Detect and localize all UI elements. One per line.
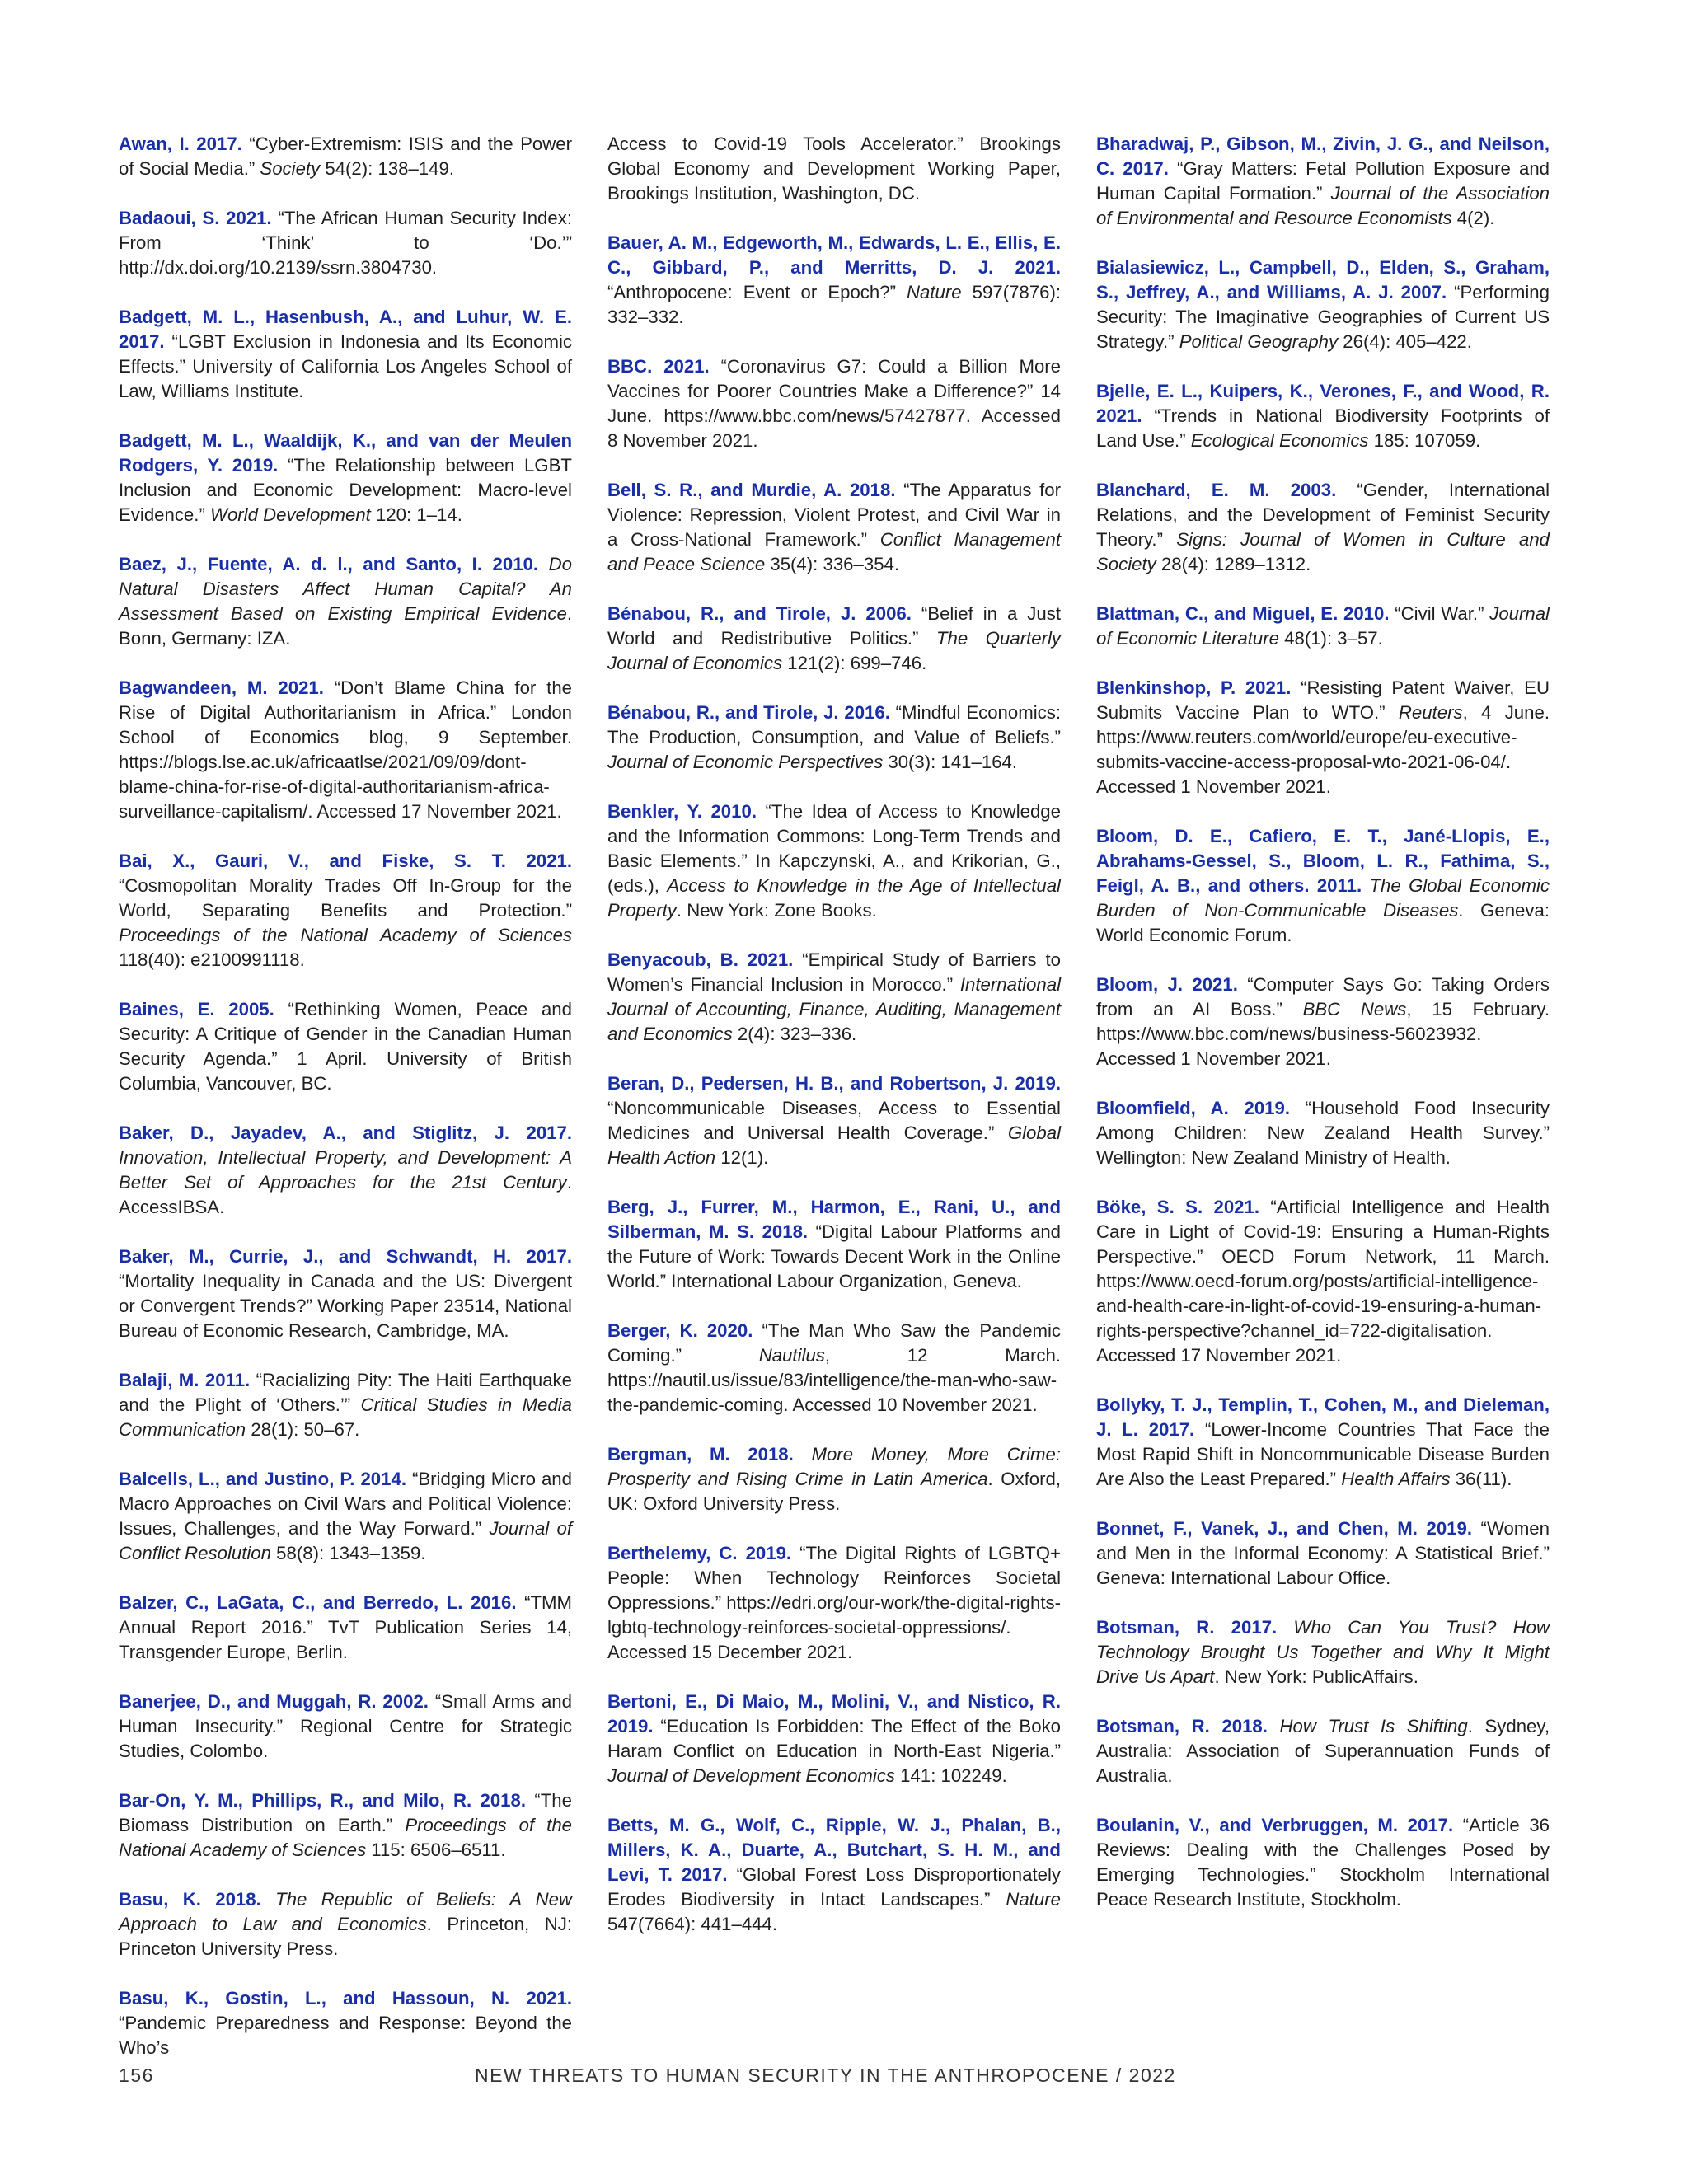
reference-entry [1096,478,1550,577]
reference-work-title: Conflict Management and Peace Science [607,529,1061,574]
reference-entry [1096,1516,1550,1591]
reference-author: Badgett, M. L., Hasenbush, A., and Luhur, W. E. 2017. [119,307,572,352]
reference-author: Bonnet, F., Vanek, J., and Chen, M. 2019. [1096,1518,1473,1539]
reference-entry [119,676,572,824]
reference-text [794,1444,812,1465]
reference-entry [119,849,572,972]
reference-entry [607,948,1061,1047]
reference-text-end: . Oxford, UK: Oxford University Press. [607,1469,1061,1514]
reference-text-end: 141: 102249. [895,1765,1007,1786]
reference-author: Bjelle, E. L., Kuipers, K., Verones, F., and Wood, R. 2021. [1096,381,1550,426]
reference-text-end: 118(40): e2100991118. [119,949,305,970]
reference-text: “Mindful Economics: The Production, Consumption, and Value of Beliefs.” [607,702,1061,748]
reference-work-title: Nautilus [758,1345,825,1366]
reference-text-end: . AccessIBSA. [119,1172,572,1217]
reference-text-end: 48(1): 3–57. [1278,628,1383,649]
reference-author: Badgett, M. L., Waaldijk, K., and van der Meulen Rodgers, Y. 2019. [119,430,572,476]
reference-text-end: 121(2): 699–746. [782,653,927,673]
reference-work-title: The Republic of Beliefs: A New Approach to Law and Economics [119,1889,572,1934]
reference-entry [1096,1714,1550,1788]
reference-author: Blanchard, E. M. 2003. [1096,480,1337,500]
reference-work-title: How Trust Is Shifting [1279,1716,1468,1736]
reference-work-title: The Quarterly Journal of Economics [607,628,1062,673]
reference-work-title: BBC News [1302,999,1407,1019]
reference-entry [607,1541,1061,1665]
reference-text-end: 35(4): 336–354. [765,554,900,574]
reference-entry [119,1986,572,2060]
reference-text: “Mortality Inequality in Canada and the US: Divergent or Convergent Trends?” Working Paper 23514, National Bureau of Economic Research, Cambridge, MA. [119,1271,572,1341]
reference-author: Blenkinshop, P. 2021. [1096,677,1292,698]
reference-author: Berger, K. 2020. [607,1320,753,1341]
reference-entry [119,1121,572,1220]
reference-entry [119,1887,572,1961]
reference-entry [1096,676,1550,799]
reference-author: Botsman, R. 2017. [1096,1617,1278,1638]
reference-work-title: Who Can You Trust? How Technology Brought Us Together and Why It Might Drive Us Apart [1096,1617,1550,1687]
reference-column-2 [607,132,1061,1961]
reference-entry [119,1244,572,1343]
reference-entry [607,1442,1061,1516]
reference-text-end: 28(1): 50–67. [246,1419,360,1440]
reference-entry [607,1071,1061,1170]
reference-text-end: . Princeton, NJ: Princeton University Press. [119,1914,572,1959]
reference-entry [1096,972,1550,1071]
reference-entry [607,799,1061,923]
reference-work-title: Nature [907,282,962,302]
reference-text-end: . Bonn, Germany: IZA. [119,603,572,649]
reference-entry [119,429,572,527]
reference-column-3 [1096,132,1550,1937]
reference-text-end: . Sydney, Australia: Association of Superannuation Funds of Australia. [1096,1716,1550,1786]
reference-text [1277,1617,1293,1638]
reference-author: Banerjee, D., and Muggah, R. 2002. [119,1691,429,1712]
reference-text: “Noncommunicable Diseases, Access to Essential Medicines and Universal Health Coverage.” [607,1098,1061,1143]
reference-text-end: , 12 March. https://nautil.us/issue/83/intelligence/the-man-who-saw-the-pandemic-coming. Accessed 10 November 2021. [607,1345,1062,1415]
reference-author: Balcells, L., and Justino, P. 2014. [119,1469,406,1489]
reference-work-title: Journal of Economic Literature [1096,603,1550,649]
reference-text: “The Relationship between LGBT Inclusion and Economic Development: Macro-level Evidence.” [119,455,572,525]
publication-title: NEW THREATS TO HUMAN SECURITY IN THE ANTHROPOCENE / 2022 [475,2064,1176,2086]
reference-author: Awan, I. 2017. [119,134,242,154]
reference-column-1 [119,132,572,2085]
reference-work-title: Signs: Journal of Women in Culture and Society [1096,529,1550,574]
reference-work-title: Journal of Conflict Resolution [119,1518,572,1563]
reference-author: Berthelemy, C. 2019. [607,1543,792,1563]
reference-author: Botsman, R. 2018. [1096,1716,1268,1736]
reference-text: “The African Human Security Index: From ‘Think’ to ‘Do.’” http://dx.doi.org/10.2139/ssrn.3804730. [119,208,572,278]
reference-text: “Artificial Intelligence and Health Care in Light of Covid-19: Ensuring a Human-Rights Perspective.” OECD Forum Network, 11 March. https://www.oecd-forum.org/posts/artificial-intelligence-and-health-care-in-light-of-covid-19-ensuring-a-human-rights-perspective?channel_id=722-digitalisation. Accessed 17 November 2021. [1096,1197,1550,1366]
reference-author: Bergman, M. 2018. [607,1444,794,1465]
reference-author: Bénabou, R., and Tirole, J. 2006. [607,603,912,624]
reference-text-end: 547(7664): 441–444. [607,1914,778,1934]
reference-text-end: 185: 107059. [1368,430,1481,451]
reference-text-end: , 4 June. https://www.reuters.com/world/europe/eu-executive-submits-vaccine-access-proposal-wto-2021-06-04/. Accessed 1 November 2021. [1096,702,1550,797]
reference-entry [607,1813,1061,1937]
reference-text: Access to Covid-19 Tools Accelerator.” Brookings Global Economy and Development Working Paper, Brookings Institution, Washington, DC. [607,134,1061,204]
reference-text [1362,875,1369,896]
reference-author: Benkler, Y. 2010. [607,801,757,822]
reference-text-end: 30(3): 141–164. [883,752,1018,772]
reference-work-title: Innovation, Intellectual Property, and Development: A Better Set of Approaches for the 21st Century [119,1147,572,1193]
reference-text-end: 115: 6506–6511. [366,1840,506,1860]
reference-text: “Lower-Income Countries That Face the Most Rapid Shift in Noncommunicable Disease Burden Are Also the Least Prepared.” [1096,1419,1550,1489]
reference-text: “Gray Matters: Fetal Pollution Exposure and Human Capital Formation.” [1096,158,1550,204]
reference-text: “Don’t Blame China for the Rise of Digital Authoritarianism in Africa.” London School of Economics blog, 9 September. https://blogs.lse.ac.uk/africaatlse/2021/09/09/dont-blame-china-for-rise-of-digital-authoritarianism-africa-surveillance-capitalism/. Accessed 17 November 2021. [119,677,573,822]
reference-work-title: International Journal of Accounting, Finance, Auditing, Management and Economics [607,974,1061,1044]
reference-entry [119,132,572,181]
reference-text [1268,1716,1280,1736]
reference-text-end: , 15 February. https://www.bbc.com/news/business-56023932. Accessed 1 November 2021. [1096,999,1550,1069]
reference-author: Badaoui, S. 2021. [119,208,272,228]
reference-text: “Belief in a Just World and Redistributive Politics.” [607,603,1061,649]
reference-entry [119,1591,572,1665]
reference-author: Bell, S. R., and Murdie, A. 2018. [607,480,896,500]
reference-text-end: 36(11). [1450,1469,1512,1489]
reference-entry [1096,132,1550,231]
reference-author: Bharadwaj, P., Gibson, M., Zivin, J. G., and Neilson, C. 2017. [1096,134,1550,179]
reference-author: Basu, K. 2018. [119,1889,261,1910]
reference-text: “Bridging Micro and Macro Approaches on Civil Wars and Political Violence: Issues, Challenges, and the Way Forward.” [119,1469,572,1539]
reference-entry [119,997,572,1096]
reference-entry [607,602,1061,676]
reference-entry [119,1467,572,1566]
reference-author: Bauer, A. M., Edgeworth, M., Edwards, L. E., Ellis, E. C., Gibbard, P., and Merritts, D. J. 2021. [607,232,1061,278]
reference-text: “Rethinking Women, Peace and Security: A Critique of Gender in the Canadian Human Security Agenda.” 1 April. University of British Columbia, Vancouver, BC. [119,999,572,1094]
reference-work-title: Health Affairs [1341,1469,1451,1489]
reference-work-title: Society [260,158,321,179]
reference-text: “Article 36 Reviews: Dealing with the Challenges Posed by Emerging Technologies.” Stockholm International Peace Research Institute, Stockholm. [1096,1815,1550,1910]
reference-text: “Resisting Patent Waiver, EU Submits Vaccine Plan to WTO.” [1096,677,1550,723]
reference-text-end: 26(4): 405–422. [1338,331,1472,352]
reference-entry [1096,1615,1550,1690]
reference-author: Baker, D., Jayadev, A., and Stiglitz, J. 2017. [119,1122,572,1143]
reference-work-title: Access to Knowledge in the Age of Intellectual Property [607,875,1061,921]
reference-entry [607,1195,1061,1294]
reference-work-title: Proceedings of the National Academy of Sciences [119,925,572,945]
reference-work-title: Critical Studies in Media Communication [119,1394,573,1440]
reference-entry [119,552,572,651]
reference-entry [1096,1195,1550,1368]
reference-author: Bagwandeen, M. 2021. [119,677,324,698]
reference-author: Boulanin, V., and Verbruggen, M. 2017. [1096,1815,1454,1835]
reference-text-end: 28(4): 1289–1312. [1156,554,1311,574]
reference-author: Bollyky, T. J., Templin, T., Cohen, M., and Dieleman, J. L. 2017. [1096,1394,1550,1440]
reference-text [538,554,549,574]
reference-text: “Trends in National Biodiversity Footprints of Land Use.” [1096,405,1550,451]
reference-text: “The Apparatus for Violence: Repression, Violent Protest, and Civil War in a Cross-National Framework.” [607,480,1061,550]
reference-author: BBC. 2021. [607,356,710,377]
reference-author: Bloom, D. E., Cafiero, E. T., Jané-Llopis, E., Abrahams-Gessel, S., Bloom, L. R., Fathima, S., Feigl, A. B., and others. 2011. [1096,826,1550,896]
reference-entry [1096,255,1550,354]
reference-text: “Civil War.” [1389,603,1490,624]
reference-work-title: Do Natural Disasters Affect Human Capital? An Assessment Based on Existing Empirical Evidence [119,554,572,624]
reference-text: “Global Forest Loss Disproportionately Erodes Biodiversity in Intact Landscapes.” [607,1864,1061,1910]
reference-entry [119,206,572,280]
reference-author: Bai, X., Gauri, V., and Fiske, S. T. 2021. [119,851,572,871]
reference-work-title: Nature [1006,1889,1061,1910]
reference-text-end: 120: 1–14. [370,504,462,525]
reference-entry [119,1788,572,1863]
reference-text: “The Man Who Saw the Pandemic Coming.” [607,1320,1061,1366]
reference-entry [119,305,572,404]
reference-text: “Gender, International Relations, and the Development of Feminist Security Theory.” [1096,480,1550,550]
reference-text: “Pandemic Preparedness and Response: Beyond the Who’s [119,2013,572,2058]
reference-entry [607,701,1061,775]
reference-text: “Computer Says Go: Taking Orders from an AI Boss.” [1096,974,1550,1019]
reference-text-end: . New York: Zone Books. [676,900,877,921]
reference-text-end: 4(2). [1451,208,1495,228]
reference-text-end: 54(2): 138–149. [320,158,455,179]
reference-text: “LGBT Exclusion in Indonesia and Its Economic Effects.” University of California Los Angeles School of Law, Williams Institute. [119,331,572,401]
reference-entry [607,354,1061,453]
reference-entry [1096,379,1550,453]
reference-text: “Digital Labour Platforms and the Future of Work: Towards Decent Work in the Online World.” International Labour Organization, Geneva. [607,1221,1061,1291]
reference-text: “Performing Security: The Imaginative Geographies of Current US Strategy.” [1096,282,1550,352]
reference-text: “The Digital Rights of LGBTQ+ People: When Technology Reinforces Societal Oppressions.” https://edri.org/our-work/the-digital-rights-lgbtq-technology-reinforces-societal-oppressions/. Accessed 15 December 2021. [607,1543,1061,1662]
reference-author: Bloom, J. 2021. [1096,974,1238,995]
reference-work-title: World Development [210,504,371,525]
reference-author: Bar-On, Y. M., Phillips, R., and Milo, R. 2018. [119,1790,527,1811]
reference-author: Balzer, C., LaGata, C., and Berredo, L. 2016. [119,1592,517,1613]
reference-work-title: Reuters [1398,702,1463,723]
reference-author: Basu, K., Gostin, L., and Hassoun, N. 2021. [119,1988,572,2008]
reference-author: Böke, S. S. 2021. [1096,1197,1260,1217]
reference-author: Beran, D., Pedersen, H. B., and Robertson, J. 2019. [607,1073,1061,1094]
reference-work-title: Global Health Action [607,1122,1061,1168]
reference-text: “Small Arms and Human Insecurity.” Regional Centre for Strategic Studies, Colombo. [119,1691,572,1761]
reference-text: “Cosmopolitan Morality Trades Off In-Group for the World, Separating Benefits and Protection.” [119,875,572,921]
reference-entry [607,231,1061,330]
page-number: 156 [119,2064,154,2086]
reference-author: Bialasiewicz, L., Campbell, D., Elden, S., Graham, S., Jeffrey, A., and Williams, A. J. 2007. [1096,257,1550,302]
reference-text-end: 2(4): 323–336. [732,1024,857,1044]
reference-entry [119,1368,572,1442]
reference-work-title: Journal of Development Economics [607,1765,896,1786]
reference-entry [607,1319,1061,1418]
reference-entry [1096,602,1550,651]
reference-author: Baez, J., Fuente, A. d. l., and Santo, I. 2010. [119,554,539,574]
reference-text: “Empirical Study of Barriers to Women’s Financial Inclusion in Morocco.” [607,949,1061,995]
reference-work-title: Political Geography [1179,331,1339,352]
reference-work-title: Proceedings of the National Academy of Sciences [119,1815,572,1860]
reference-author: Berg, J., Furrer, M., Harmon, E., Rani, U., and Silberman, M. S. 2018. [607,1197,1061,1242]
reference-entry [1096,1813,1550,1912]
reference-author: Betts, M. G., Wolf, C., Ripple, W. J., Phalan, B., Millers, K. A., Duarte, A., Butchart, S. H. M., and Levi, T. 2017. [607,1815,1061,1885]
reference-author: Bloomfield, A. 2019. [1096,1098,1291,1118]
reference-text: “Coronavirus G7: Could a Billion More Vaccines for Poorer Countries Make a Difference?” 14 June. https://www.bbc.com/news/57427877. Accessed 8 November 2021. [607,356,1062,451]
reference-text-end: 597(7876): 332–332. [607,282,1061,327]
reference-text: “Education Is Forbidden: The Effect of the Boko Haram Conflict on Education in North-East Nigeria.” [607,1716,1061,1761]
reference-author: Balaji, M. 2011. [119,1370,251,1390]
reference-author: Baker, M., Currie, J., and Schwandt, H. 2017. [119,1246,572,1267]
reference-text-end: 12(1). [715,1147,769,1168]
reference-text: “Racializing Pity: The Haiti Earthquake and the Plight of ‘Others.’” [119,1370,572,1415]
reference-author: Bénabou, R., and Tirole, J. 2016. [607,702,890,723]
reference-entry [1096,824,1550,948]
reference-work-title: Journal of the Association of Environmental and Resource Economists [1096,183,1550,228]
reference-work-title: Ecological Economics [1190,430,1369,451]
reference-work-title: The Global Economic Burden of Non-Communicable Diseases [1096,875,1550,921]
reference-entry [119,1690,572,1764]
reference-text: “The Idea of Access to Knowledge and the Information Commons: Long-Term Trends and Basic Elements.” In Kapczynski, A., and Krikorian, G., (eds.), [607,801,1061,896]
reference-entry [607,478,1061,577]
reference-text: “Household Food Insecurity Among Children: New Zealand Health Survey.” Wellington: New Zealand Ministry of Health. [1096,1098,1550,1168]
reference-text: “Anthropocene: Event or Epoch?” [607,282,907,302]
reference-work-title: More Money, More Crime: Prosperity and Rising Crime in Latin America [607,1444,1061,1489]
reference-text: “Women and Men in the Informal Economy: A Statistical Brief.” Geneva: International Labour Office. [1096,1518,1550,1588]
reference-text: “The Biomass Distribution on Earth.” [119,1790,572,1835]
reference-entry [1096,1096,1550,1170]
reference-author: Bertoni, E., Di Maio, M., Molini, V., and Nistico, R. 2019. [607,1691,1061,1736]
reference-entry [607,132,1061,206]
reference-work-title: Journal of Economic Perspectives [607,752,884,772]
reference-text [261,1889,275,1910]
reference-author: Benyacoub, B. 2021. [607,949,794,970]
reference-text-end: . New York: PublicAffairs. [1214,1666,1418,1687]
reference-text: “Cyber-Extremism: ISIS and the Power of Social Media.” [119,134,572,179]
reference-text: “TMM Annual Report 2016.” TvT Publication Series 14, Transgender Europe, Berlin. [119,1592,573,1662]
reference-text-end: . Geneva: World Economic Forum. [1096,900,1550,945]
reference-author: Blattman, C., and Miguel, E. 2010. [1096,603,1390,624]
reference-text-end: 58(8): 1343–1359. [271,1543,426,1563]
reference-author: Baines, E. 2005. [119,999,274,1019]
reference-entry [1096,1393,1550,1492]
reference-entry [607,1690,1061,1788]
